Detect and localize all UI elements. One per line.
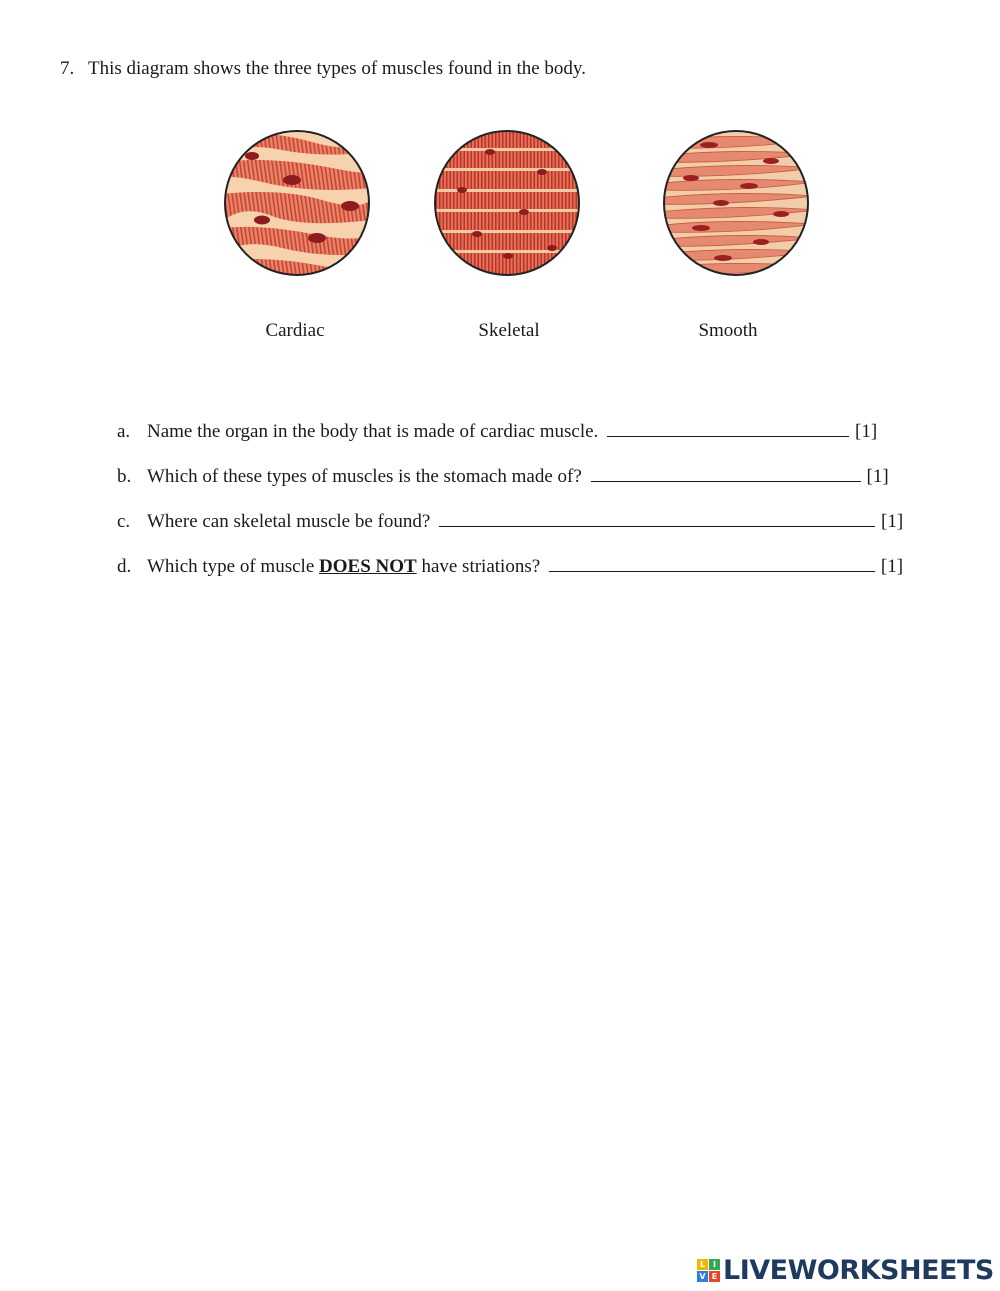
mark: [1] — [855, 421, 878, 442]
answer-blank-b[interactable] — [591, 464, 861, 482]
emphasis-does-not: DOES NOT — [319, 556, 417, 577]
skeletal-muscle-image — [432, 128, 582, 278]
subquestion-letter: b. — [117, 466, 132, 487]
smooth-label: Smooth — [698, 320, 758, 341]
subquestion-text-before: Which type of muscle — [147, 556, 315, 577]
subquestion-text-after: have striations? — [421, 556, 541, 577]
cardiac-label: Cardiac — [265, 320, 325, 341]
subquestion-text: Where can skeletal muscle be found? — [147, 511, 431, 532]
logo-letter: V — [697, 1271, 708, 1282]
subquestion-letter: d. — [117, 556, 132, 577]
liveworksheets-logo — [697, 1252, 994, 1288]
mark: [1] — [881, 511, 904, 532]
logo-letter: L — [697, 1259, 708, 1270]
question-number: 7. — [60, 58, 75, 79]
smooth-muscle-image — [661, 128, 811, 278]
skeletal-label: Skeletal — [478, 320, 540, 341]
subquestion-letter: c. — [117, 511, 131, 532]
mark: [1] — [880, 556, 904, 577]
logo-text: LIVEWORKSHEETS — [723, 1254, 994, 1286]
subquestion-c — [117, 509, 903, 533]
mark: [1] — [866, 466, 889, 487]
answer-blank-d[interactable] — [549, 554, 875, 572]
cardiac-muscle-image — [222, 128, 372, 278]
subquestion-text: Which of these types of muscles is the stomach made of? — [147, 466, 582, 487]
subquestion-d — [117, 554, 903, 578]
subquestion-text: Name the organ in the body that is made of cardiac muscle. — [147, 421, 599, 442]
question-heading — [60, 58, 586, 80]
logo-grid-icon — [697, 1259, 720, 1282]
subquestion-b — [117, 464, 889, 488]
answer-blank-c[interactable] — [439, 509, 875, 527]
logo-letter: I — [709, 1259, 720, 1270]
answer-blank-a[interactable] — [607, 419, 849, 437]
question-text: This diagram shows the three types of muscles found in the body. — [88, 58, 586, 79]
subquestion-a — [117, 419, 877, 443]
subquestion-letter: a. — [117, 421, 131, 442]
logo-letter: E — [709, 1271, 720, 1282]
